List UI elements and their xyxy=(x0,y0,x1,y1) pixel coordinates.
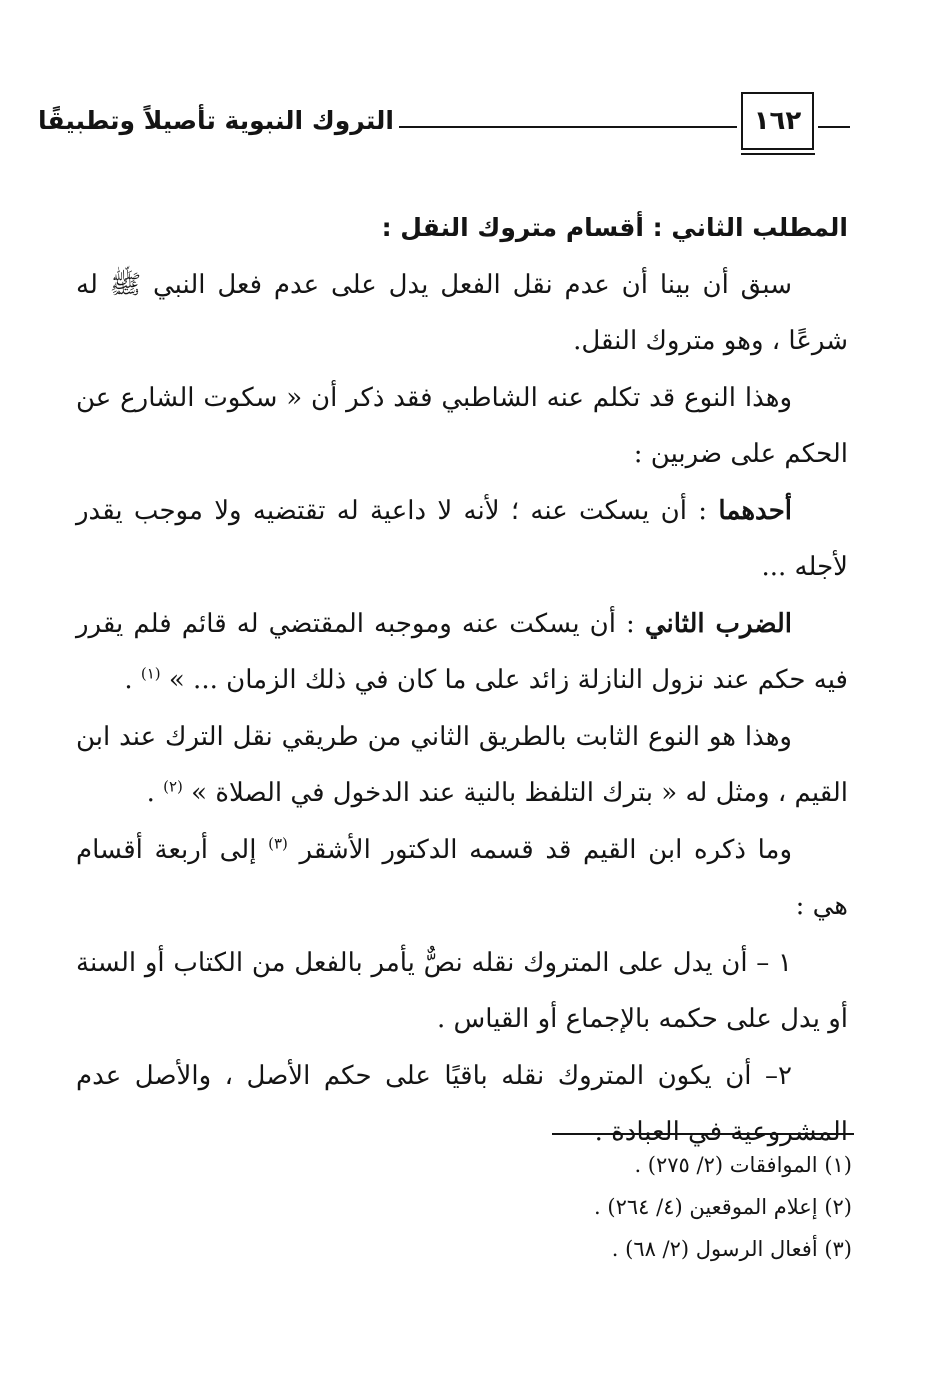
header-rule xyxy=(399,126,737,128)
page-header xyxy=(37,92,852,154)
footnote-ref-1[interactable]: (١) xyxy=(140,664,161,683)
footnote-ref-2[interactable]: (٢) xyxy=(163,777,183,796)
second-type-text: : أن يسكت عنه وموجبه المقتضي له قائم فلم يقرر فيه حكم عند نزول النازلة زائد على ما كان في ذلك الزمان ... » xyxy=(76,608,848,695)
paragraph-2: وهذا النوع قد تكلم عنه الشاطبي فقد ذكر أن « سكوت الشارع عن الحكم على ضربين : xyxy=(76,382,848,469)
list-item-1: ١ – أن يدل على المتروك نقله نصٌّ يأمر بالفعل من الكتاب أو السنة أو يدل على حكمه بالإجماع أو القياس . xyxy=(76,947,848,1034)
second-type-label: الضرب الثاني xyxy=(644,608,793,639)
footnotes xyxy=(300,1144,852,1270)
footnote-separator xyxy=(552,1133,854,1135)
paragraph-5 xyxy=(76,709,848,822)
paragraph-1: سبق أن بينا أن عدم نقل الفعل يدل على عدم فعل النبي ﷺ له شرعًا ، وهو متروك النقل. xyxy=(76,269,848,356)
main-text xyxy=(76,200,848,1161)
paragraph-4-end: . xyxy=(124,665,141,695)
paragraph-5-end: . xyxy=(146,778,164,808)
first-type-label: أحدهما xyxy=(718,495,792,526)
paragraph-3 xyxy=(76,483,848,596)
page-number: ١٦٢ xyxy=(753,106,802,136)
paragraph-4 xyxy=(76,596,848,709)
paragraph-6 xyxy=(76,822,848,935)
paragraph-6-text: وما ذكره ابن القيم قد قسمه الدكتور الأشقر xyxy=(287,834,792,865)
section-title: المطلب الثاني : أقسام متروك النقل : xyxy=(381,213,848,242)
list-item-2: ٢– أن يكون المتروك نقله باقيًا على حكم الأصل ، والأصل عدم المشروعية في العبادة . xyxy=(76,1060,848,1147)
paragraph-5-text: وهذا هو النوع الثابت بالطريق الثاني من طريقي نقل الترك عند ابن القيم ، ومثل له « بترك التلفظ بالنية عند الدخول في الصلاة » xyxy=(76,721,848,808)
footnote-1: (١) الموافقات (٢/ ٢٧٥) . xyxy=(634,1153,852,1177)
header-rule-short xyxy=(818,126,850,128)
page-number-frame xyxy=(741,92,814,150)
paragraph-6-end: إلى أربعة أقسام هي : xyxy=(76,834,848,921)
footnote-3: (٣) أفعال الرسول (٢/ ٦٨) . xyxy=(611,1237,852,1261)
running-title: التروك النبوية تأصيلاً وتطبيقًا xyxy=(37,106,394,135)
footnote-ref-3[interactable]: (٣) xyxy=(268,833,288,852)
footnote-2: (٢) إعلام الموقعين (٤/ ٢٦٤) . xyxy=(594,1195,852,1219)
first-type-text: : أن يسكت عنه ؛ لأنه لا داعية له تقتضيه ولا موجب يقدر لأجله ... xyxy=(76,495,848,582)
